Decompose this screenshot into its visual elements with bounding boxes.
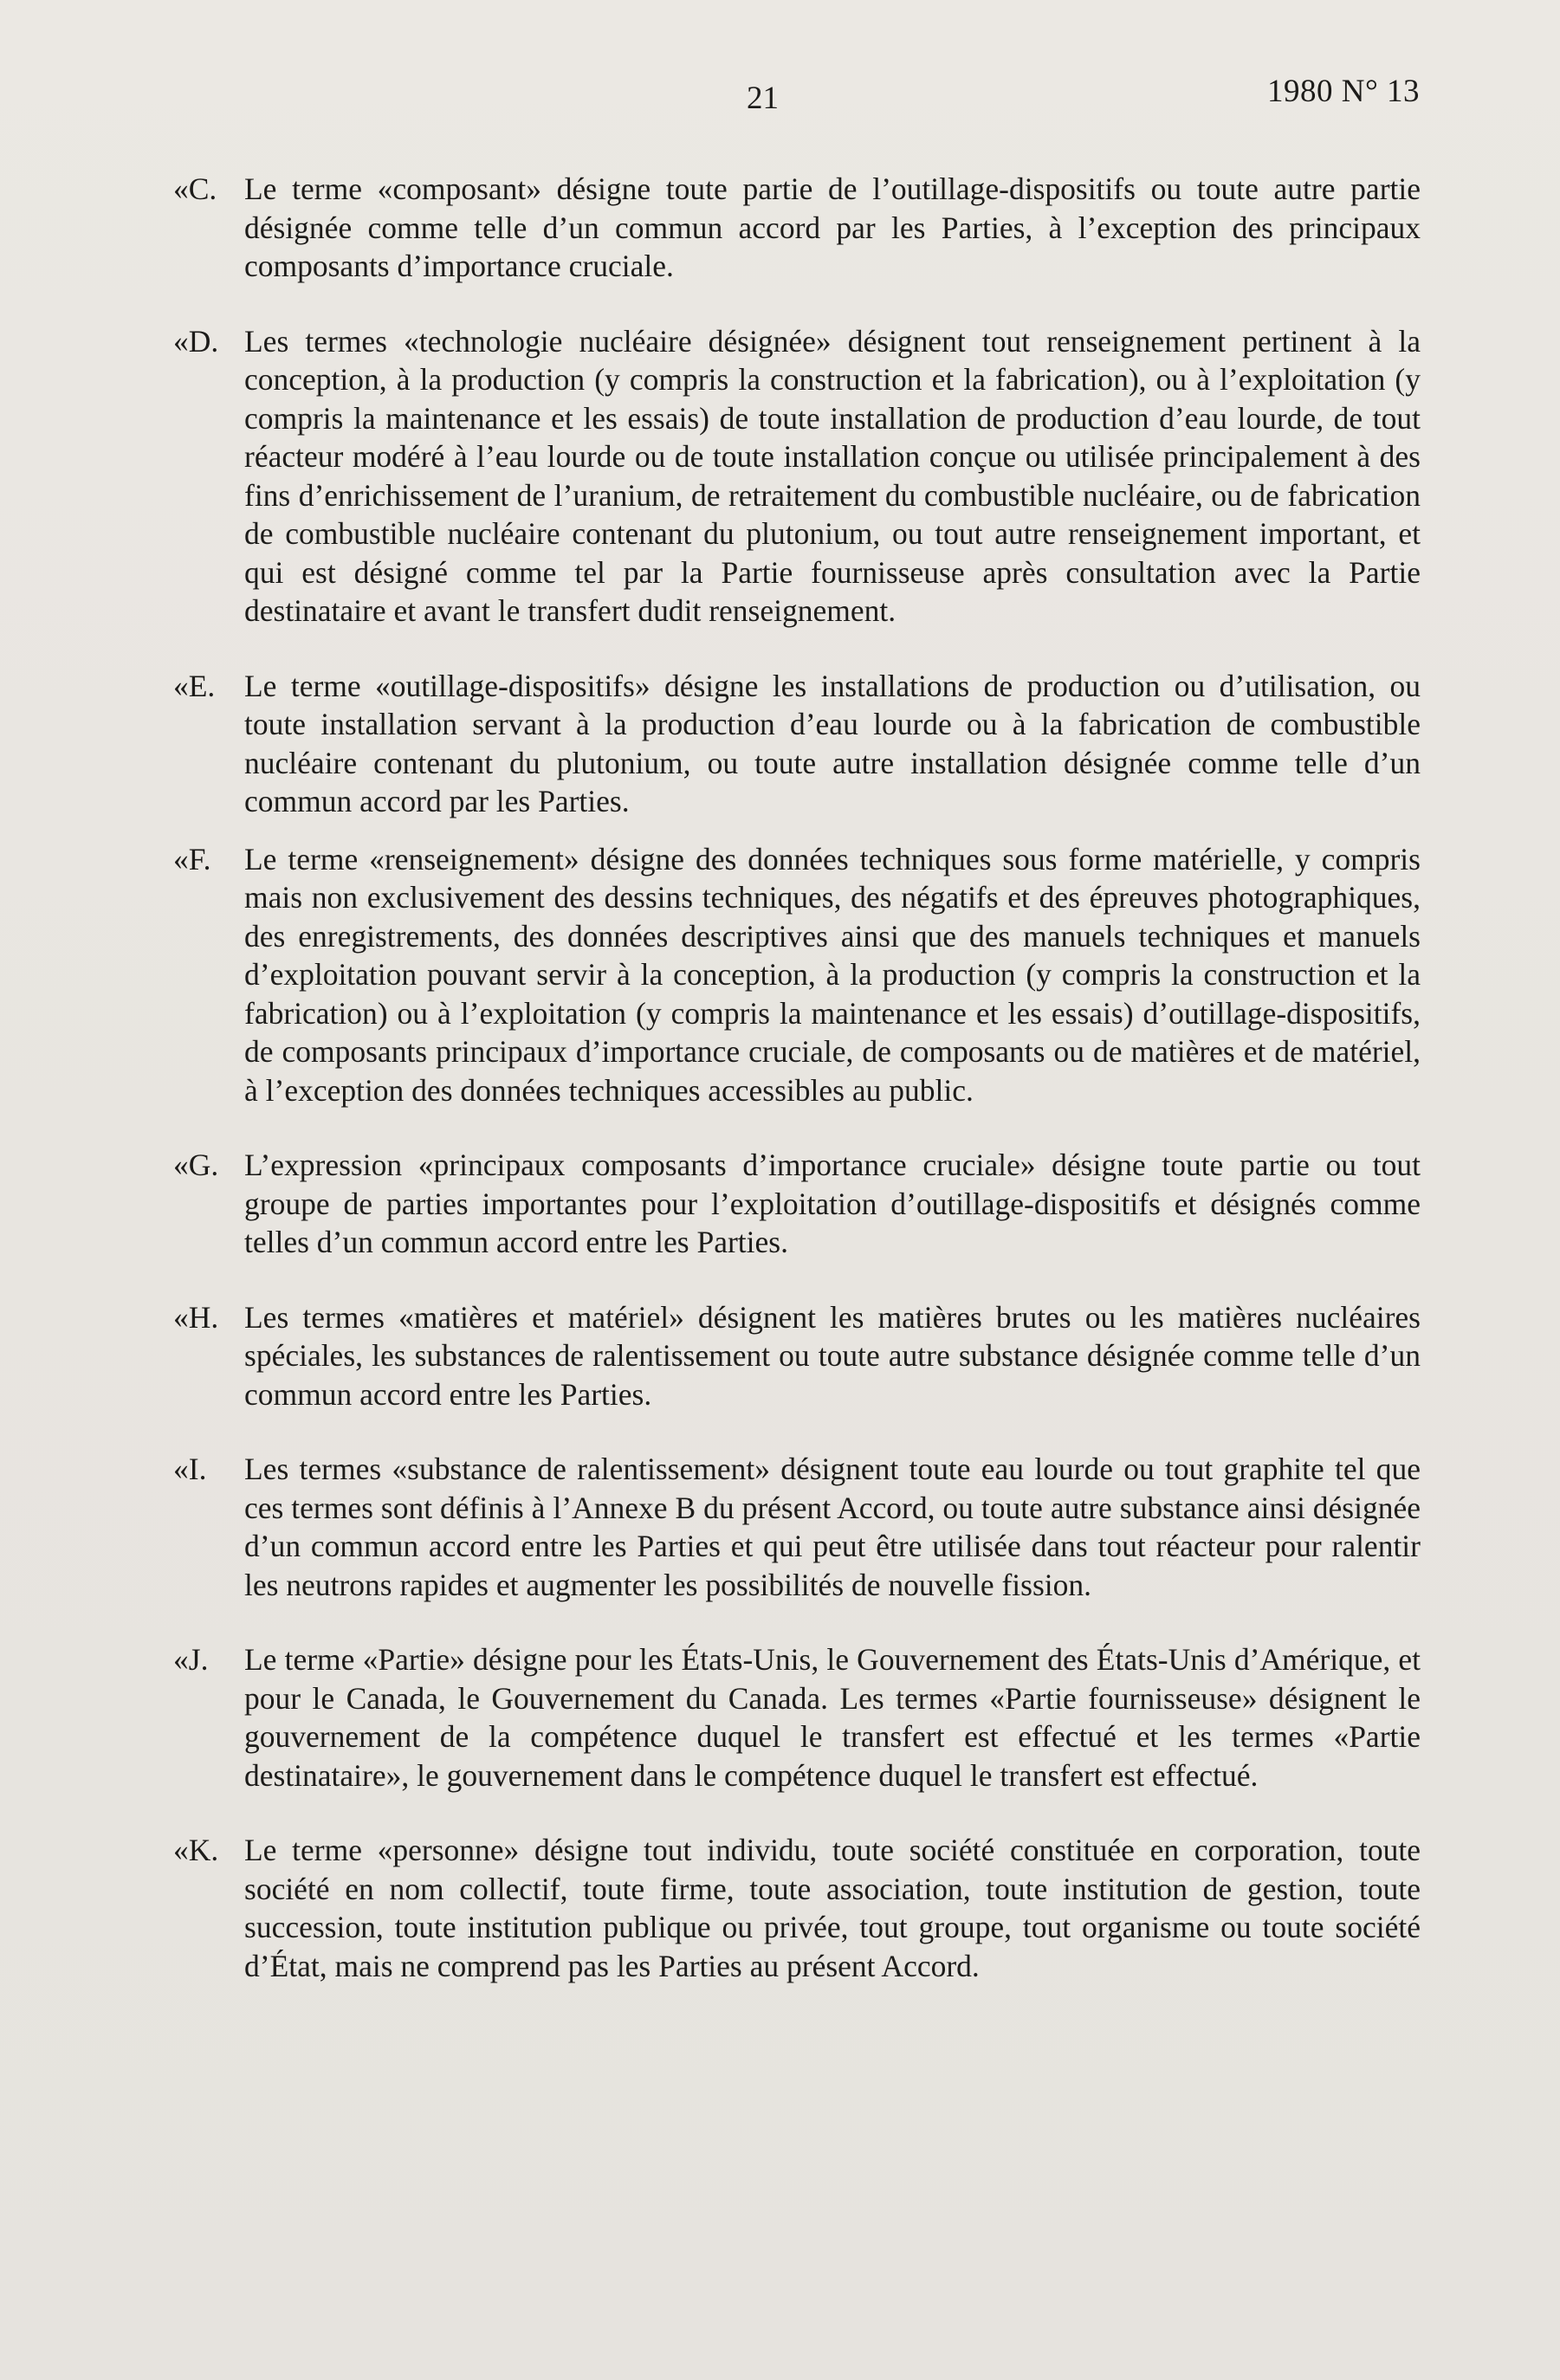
definition-label: «G. (173, 1148, 219, 1182)
definition-text: Le terme «personne» désigne tout individu, toute société constituée en corporation, toute société en nom collectif, toute firme, toute association, toute institution de gestion, toute succession, toute institution publique ou privée, tout groupe, tout organisme ou toute société d’État, mais ne comprend pas les Parties au présent Accord. (244, 1833, 1421, 1983)
definition-text: Les termes «technologie nucléaire désignée» désignent tout renseignement pertinent à la conception, à la production (y compris la construction et la fabrication), ou à l’exploitation (y compris la maintenance et les essais) de toute installation de production d’eau lourde, de tout réacteur modéré à l’eau lourde ou de toute installation conçue ou utilisée principalement à des fins d’enrichissement de l’uranium, de retraitement du combustible nucléaire, ou de fabrication de combustible nucléaire contenant du plutonium, ou tout autre renseignement important, et qui est désigné comme tel par la Partie fournisseuse après consultation avec la Partie destinataire et avant le transfert dudit renseignement. (244, 323, 1421, 628)
definition-text: Les termes «substance de ralentissement» désignent toute eau lourde ou tout graphite tel que ces termes sont définis à l’Annexe B du présent Accord, ou toute autre substance ainsi désignée d’un commun accord entre les Parties et qui peut être utilisée dans tout réacteur pour ralentir les neutrons rapides et augmenter les possibilités de nouvelle fission. (244, 1452, 1421, 1602)
definitions-body (173, 170, 1421, 2021)
definition-text: Les termes «matières et matériel» désignent les matières brutes ou les matières nucléaires spéciales, les substances de ralentissement ou toute autre substance désignée comme telle d’un commun accord entre les Parties. (244, 1299, 1421, 1412)
page-number: 21 (747, 81, 779, 116)
definition-f (173, 840, 1421, 1110)
definition-text: Le terme «composant» désigne toute partie de l’outillage-dispositifs ou toute autre partie désignée comme telle d’un commun accord par les Parties, à l’exception des principaux composants d’importance cruciale. (244, 171, 1421, 283)
definition-k (173, 1831, 1421, 1985)
definition-label: «C. (173, 171, 217, 206)
definition-text: Le terme «renseignement» désigne des données techniques sous forme matérielle, y compris mais non exclusivement des dessins techniques, des négatifs et des épreuves photographiques, des enregistrements, des données descriptives ainsi que des manuels techniques et manuels d’exploitation pouvant servir à la conception, à la production (y compris la construction et la fabrication) ou à l’exploitation (y compris la maintenance et les essais) d’outillage-dispositifs, de composants principaux d’importance cruciale, de composants ou de matières et de matériel, à l’exception des données techniques accessibles au public. (244, 841, 1421, 1108)
definition-label: «K. (173, 1833, 219, 1867)
issue-reference: 1980 N° 13 (1266, 74, 1420, 109)
definition-label: «D. (173, 323, 219, 359)
definition-g (173, 1146, 1421, 1262)
definition-label: «E. (173, 668, 216, 703)
definition-j (173, 1640, 1421, 1795)
definition-label: «J. (173, 1642, 209, 1677)
definition-label: «H. (173, 1299, 219, 1335)
definition-i (173, 1450, 1421, 1604)
definition-h (173, 1298, 1421, 1414)
definition-e (173, 667, 1421, 821)
definition-label: «I. (173, 1452, 207, 1486)
definition-text: Le terme «outillage-dispositifs» désigne les installations de production ou d’utilisation, ou toute installation servant à la production d’eau lourde ou à la fabrication de combustible nucléaire contenant du plutonium, ou toute autre installation désignée comme telle d’un commun accord par les Parties. (244, 668, 1421, 818)
definition-text: Le terme «Partie» désigne pour les États-Unis, le Gouvernement des États-Unis d’Amérique, et pour le Canada, le Gouvernement du Canada. Les termes «Partie fournisseuse» désignent le gouvernement de la compétence duquel le transfert est effectué et les termes «Partie destinataire», le gouvernement dans le compétence duquel le transfert est effectué. (244, 1642, 1421, 1793)
definition-label: «F. (173, 841, 211, 876)
definition-text: L’expression «principaux composants d’importance cruciale» désigne toute partie ou tout groupe de parties importantes pour l’exploitation d’outillage-dispositifs et désignés comme telles d’un commun accord entre les Parties. (244, 1148, 1421, 1259)
page-header (0, 69, 1560, 121)
definition-d (173, 322, 1421, 631)
definition-c (173, 170, 1421, 286)
